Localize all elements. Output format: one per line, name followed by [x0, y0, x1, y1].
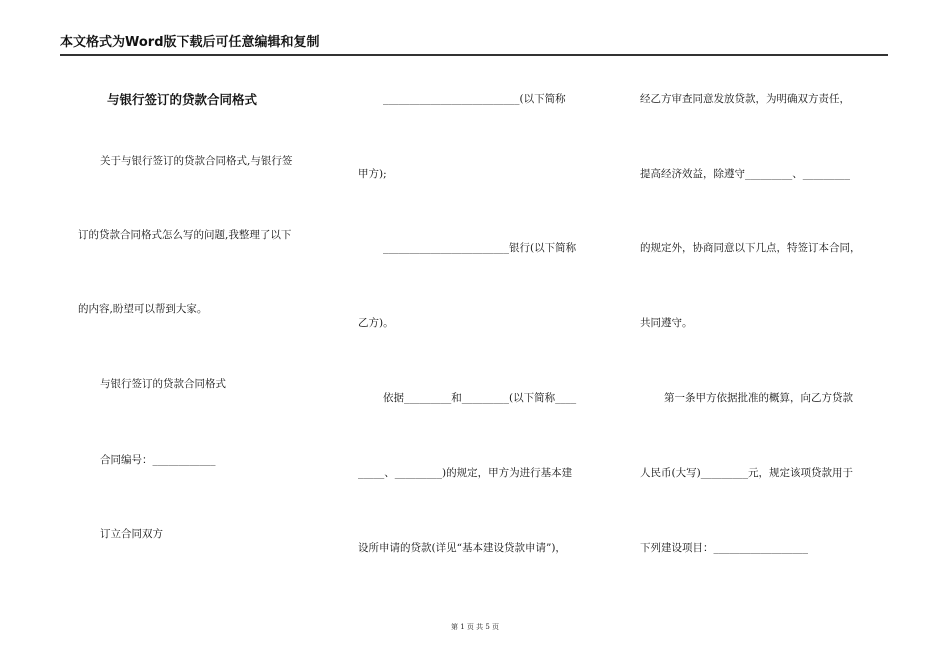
middle-line-7: 设所申请的贷款(详见“基本建设贷款申请”)， [358, 542, 566, 554]
page-header [60, 34, 888, 56]
right-line-1: 经乙方审查同意发放贷款，为明确双方责任， [640, 93, 850, 105]
middle-line-6: _____、_________)的规定，甲方为进行基本建 [358, 467, 573, 479]
document-title: 与银行签订的贷款合同格式 [107, 92, 258, 107]
left-line-3: 的内容,盼望可以帮到大家。 [78, 303, 208, 315]
right-line-6: 人民币(大写)_________元，规定该项贷款用于 [640, 467, 853, 479]
left-line-6: 订立合同双方 [100, 528, 163, 540]
middle-line-2: 甲方); [358, 168, 387, 180]
left-line-5: 合同编号：____________ [100, 454, 216, 466]
middle-line-4: 乙方)。 [358, 317, 394, 329]
right-line-3: 的规定外，协商同意以下几点，特签订本合同， [640, 242, 861, 254]
page-number: 第 1 页 共 5 页 [450, 623, 500, 631]
header-text: 本文格式为Word版下载后可任意编辑和复制 [60, 35, 320, 50]
left-line-2: 订的贷款合同格式怎么写的问题,我整理了以下 [78, 229, 292, 241]
middle-line-1: __________________________(以下简称 [383, 93, 566, 105]
right-line-2: 提高经济效益，除遵守_________、_________ [640, 168, 850, 180]
right-line-7: 下列建设项目：__________________ [640, 542, 808, 554]
left-line-1: 关于与银行签订的贷款合同格式,与银行签 [100, 155, 293, 167]
middle-line-5: 依据_________和_________(以下简称____ [383, 392, 577, 404]
right-line-5: 第一条甲方依据批准的概算，向乙方贷款 [664, 392, 853, 404]
left-line-4: 与银行签订的贷款合同格式 [100, 378, 226, 390]
right-line-4: 共同遵守。 [640, 317, 693, 329]
middle-line-3: ________________________银行(以下简称 [383, 242, 577, 254]
